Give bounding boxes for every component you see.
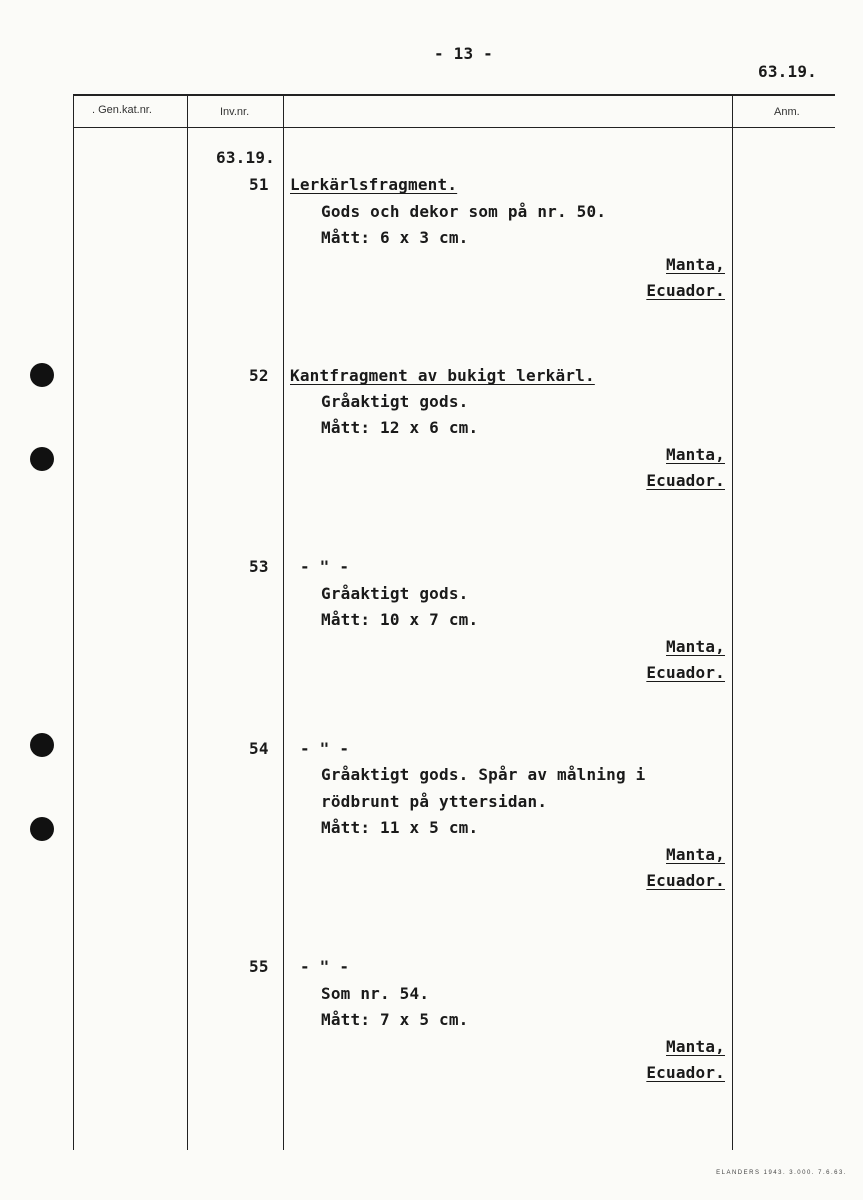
entry-line: Gods och dekor som på nr. 50.	[321, 202, 607, 221]
entry-line: Som nr. 54.	[321, 984, 430, 1003]
entry-line: Mått: 11 x 5 cm.	[321, 818, 479, 837]
punch-hole-2	[30, 447, 54, 471]
entry-country: Ecuador.	[646, 871, 725, 890]
entry-title: - " -	[300, 557, 350, 576]
punch-hole-1	[30, 363, 54, 387]
entry-country: Ecuador.	[646, 1063, 725, 1082]
printer-imprint: ELANDERS 1943. 3.000. 7.6.63.	[716, 1170, 847, 1176]
column-rule-desc	[283, 95, 284, 1150]
header-anm: Anm.	[774, 106, 800, 118]
entry-country: Ecuador.	[646, 281, 725, 300]
entry-place: Manta,	[666, 1037, 725, 1056]
entry-number: 54	[249, 739, 269, 758]
entry-line: Mått: 10 x 7 cm.	[321, 610, 479, 629]
entry-title: Lerkärlsfragment.	[290, 175, 458, 194]
punch-hole-3	[30, 733, 54, 757]
entry-title: - " -	[300, 957, 350, 976]
entry-line: Mått: 6 x 3 cm.	[321, 228, 469, 247]
entry-place: Manta,	[666, 637, 725, 656]
group-ref: 63.19.	[216, 148, 275, 167]
entry-number: 52	[249, 366, 269, 385]
entry-line: Gråaktigt gods.	[321, 584, 469, 603]
entry-line: Mått: 12 x 6 cm.	[321, 418, 479, 437]
entry-place: Manta,	[666, 845, 725, 864]
punch-hole-4	[30, 817, 54, 841]
column-rule-left	[73, 95, 74, 1150]
column-rule-anm	[732, 95, 733, 1150]
entry-place: Manta,	[666, 445, 725, 464]
page-number: - 13 -	[434, 44, 493, 63]
entry-title: - " -	[300, 739, 350, 758]
column-rule-inv	[187, 95, 188, 1150]
header-inv-nr: Inv.nr.	[220, 106, 250, 118]
entry-line: Gråaktigt gods.	[321, 392, 469, 411]
entry-title: Kantfragment av bukigt lerkärl.	[290, 366, 595, 385]
header-gen-kat-nr: . Gen.kat.nr.	[92, 104, 152, 116]
entry-line: rödbrunt på yttersidan.	[321, 792, 548, 811]
entry-line: Gråaktigt gods. Spår av målning i	[321, 765, 646, 784]
catalog-ref: 63.19.	[758, 62, 817, 81]
entry-number: 53	[249, 557, 269, 576]
entry-place: Manta,	[666, 255, 725, 274]
entry-country: Ecuador.	[646, 663, 725, 682]
entry-line: Mått: 7 x 5 cm.	[321, 1010, 469, 1029]
entry-number: 51	[249, 175, 269, 194]
entry-number: 55	[249, 957, 269, 976]
entry-country: Ecuador.	[646, 471, 725, 490]
